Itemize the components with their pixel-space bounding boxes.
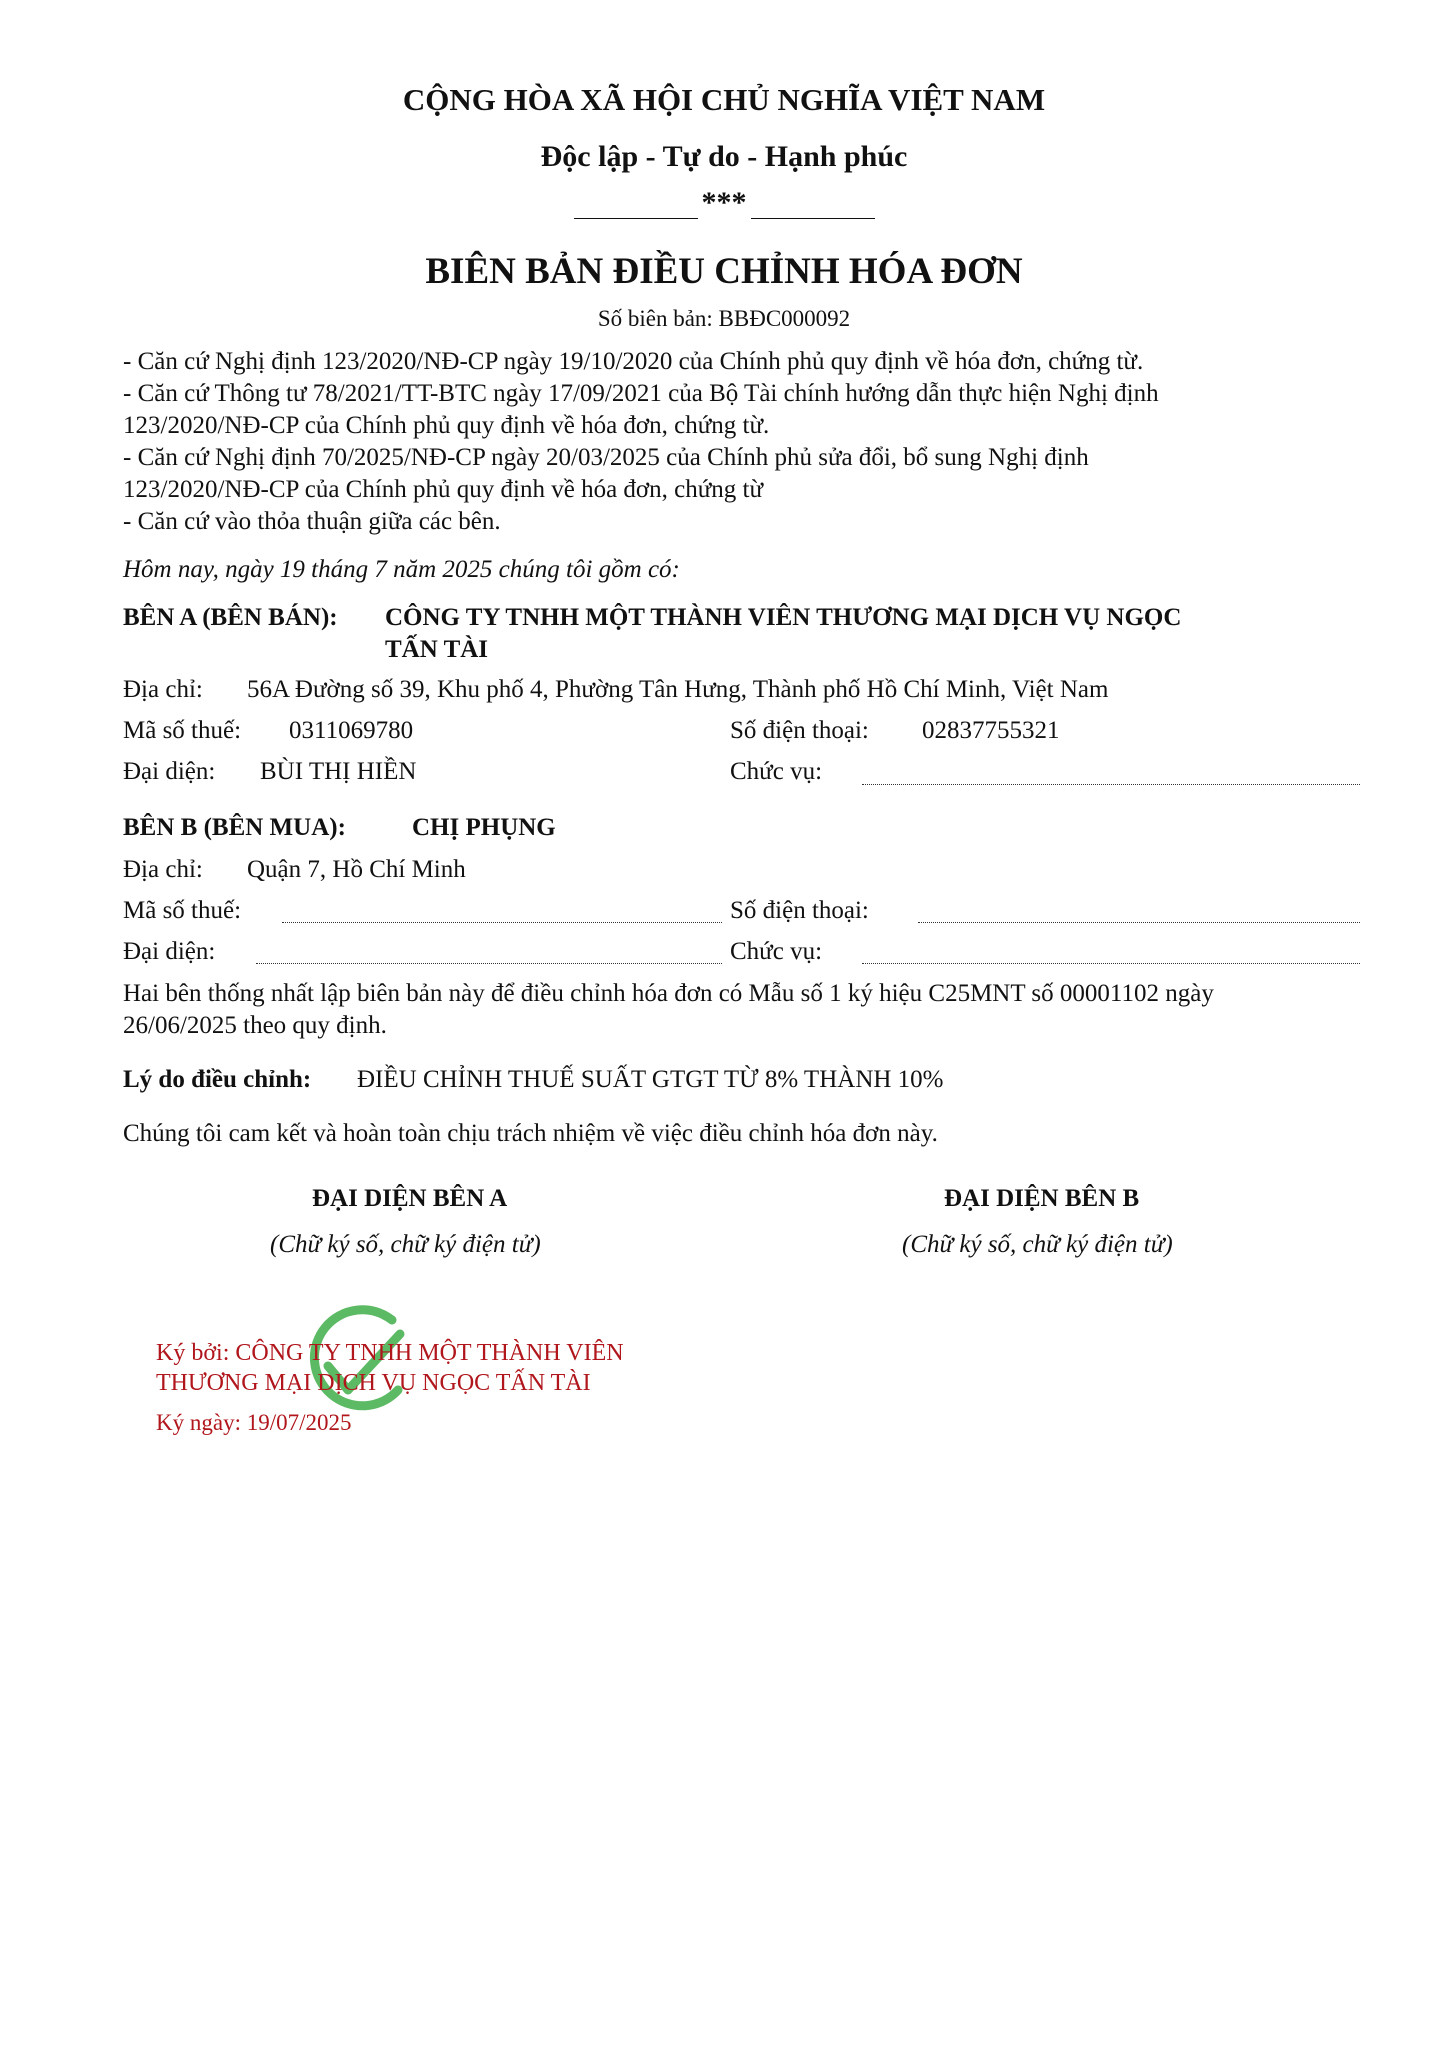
basis-line: - Căn cứ Nghị định 70/2025/NĐ-CP ngày 20/03/2025 của Chính phủ sửa đổi, bổ sung Nghị định — [123, 444, 1089, 471]
party-a-signature-note: (Chữ ký số, chữ ký điện tử) — [270, 1231, 541, 1258]
party-b-rep-label: Đại diện: — [123, 938, 216, 965]
party-a-tax: 0311069780 — [289, 717, 414, 744]
party-a-label: BÊN A (BÊN BÁN): — [123, 604, 338, 631]
party-b-signature-title: ĐẠI DIỆN BÊN B — [944, 1185, 1140, 1212]
commitment-text: Chúng tôi cam kết và hoàn toàn chịu trách nhiệm về việc điều chỉnh hóa đơn này. — [123, 1120, 938, 1147]
party-b-signature-note: (Chữ ký số, chữ ký điện tử) — [902, 1231, 1173, 1258]
party-a-phone-label: Số điện thoại: — [730, 717, 869, 744]
separator-stars: *** — [701, 186, 747, 219]
party-b-tax-label: Mã số thuế: — [123, 897, 242, 924]
basis-line: 123/2020/NĐ-CP của Chính phủ quy định về hóa đơn, chứng từ. — [123, 412, 770, 439]
signed-date: Ký ngày: 19/07/2025 — [156, 1410, 352, 1435]
party-a-phone: 02837755321 — [922, 717, 1060, 744]
signed-by-text-cont: THƯƠNG MẠI DỊCH VỤ NGỌC TẤN TÀI — [156, 1370, 591, 1396]
party-b-phone-label: Số điện thoại: — [730, 897, 869, 924]
party-a-name: CÔNG TY TNHH MỘT THÀNH VIÊN THƯƠNG MẠI DỊCH VỤ NGỌC — [385, 604, 1182, 631]
party-a-rep-label: Đại diện: — [123, 758, 216, 785]
motto: Độc lập - Tự do - Hạnh phúc — [540, 140, 908, 173]
document-title: BIÊN BẢN ĐIỀU CHỈNH HÓA ĐƠN — [425, 251, 1023, 292]
party-b-tax-blank — [282, 922, 722, 923]
party-a-address-label: Địa chỉ: — [123, 676, 203, 703]
party-a-address: 56A Đường số 39, Khu phố 4, Phường Tân Hưng, Thành phố Hồ Chí Minh, Việt Nam — [247, 676, 1109, 703]
party-a-name-cont: TẤN TÀI — [385, 636, 489, 663]
party-b-address: Quận 7, Hồ Chí Minh — [247, 856, 466, 883]
date-intro: Hôm nay, ngày 19 tháng 7 năm 2025 chúng tôi gồm có: — [123, 556, 680, 583]
separator-line-left — [574, 218, 698, 219]
party-b-phone-blank — [918, 922, 1360, 923]
party-b-rep-blank — [256, 963, 722, 964]
party-b-position-label: Chức vụ: — [730, 938, 823, 965]
national-title: CỘNG HÒA XÃ HỘI CHỦ NGHĨA VIỆT NAM — [402, 82, 1046, 117]
basis-line: 123/2020/NĐ-CP của Chính phủ quy định về hóa đơn, chứng từ — [123, 476, 764, 503]
agreement-text-cont: 26/06/2025 theo quy định. — [123, 1012, 387, 1039]
separator-line-right — [751, 218, 875, 219]
party-a-position-label: Chức vụ: — [730, 758, 823, 785]
signed-by-text: Ký bởi: CÔNG TY TNHH MỘT THÀNH VIÊN — [156, 1340, 624, 1366]
reason-label: Lý do điều chỉnh: — [123, 1066, 312, 1093]
party-a-position-blank — [862, 784, 1360, 785]
header-separator — [0, 188, 1448, 222]
party-b-name: CHỊ PHỤNG — [412, 814, 556, 841]
party-b-position-blank — [862, 963, 1360, 964]
party-a-signature-title: ĐẠI DIỆN BÊN A — [312, 1185, 508, 1212]
party-b-address-label: Địa chỉ: — [123, 856, 203, 883]
party-a-tax-label: Mã số thuế: — [123, 717, 242, 744]
document-number: Số biên bản: BBĐC000092 — [597, 306, 851, 331]
agreement-text: Hai bên thống nhất lập biên bản này để điều chỉnh hóa đơn có Mẫu số 1 ký hiệu C25MNT số 00001102 ngày — [123, 980, 1214, 1007]
basis-line: - Căn cứ Thông tư 78/2021/TT-BTC ngày 17/09/2021 của Bộ Tài chính hướng dẫn thực hiện Nghị định — [123, 380, 1159, 407]
party-b-label: BÊN B (BÊN MUA): — [123, 814, 346, 841]
reason-value: ĐIỀU CHỈNH THUẾ SUẤT GTGT TỪ 8% THÀNH 10% — [357, 1066, 944, 1093]
party-a-rep: BÙI THỊ HIỀN — [260, 758, 417, 785]
basis-line: - Căn cứ vào thỏa thuận giữa các bên. — [123, 508, 501, 535]
basis-line: - Căn cứ Nghị định 123/2020/NĐ-CP ngày 19/10/2020 của Chính phủ quy định về hóa đơn, chứng từ. — [123, 348, 1144, 375]
